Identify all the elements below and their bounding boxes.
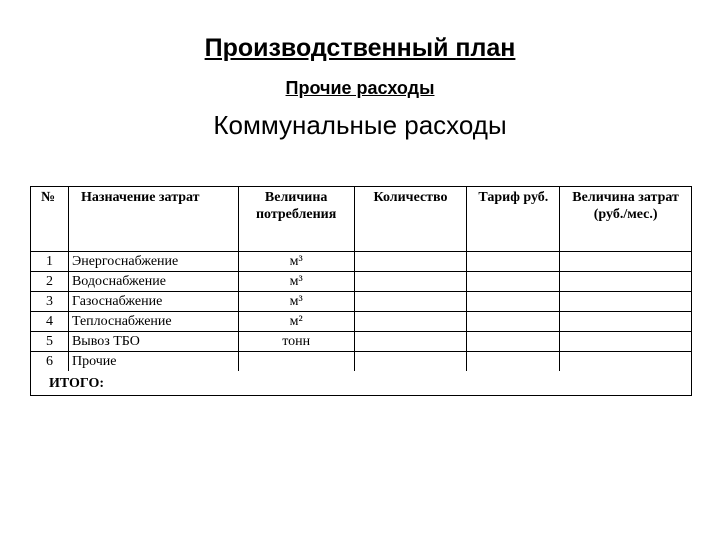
row-purpose: Теплоснабжение [68, 312, 238, 332]
row-quantity-cell [354, 292, 467, 312]
table-row [31, 332, 692, 352]
section-subtitle: Прочие расходы [285, 78, 435, 98]
row-cost-cell [560, 292, 692, 312]
row-unit: тонн [238, 332, 354, 352]
row-purpose: Энергоснабжение [68, 252, 238, 272]
row-quantity-cell [354, 312, 467, 332]
total-label: ИТОГО: [31, 371, 692, 396]
row-number: 3 [31, 292, 69, 312]
row-number: 1 [31, 252, 69, 272]
row-tariff-cell [467, 292, 560, 312]
row-number: 6 [31, 352, 69, 372]
column-header-purpose: Назначение затрат [68, 187, 238, 252]
row-quantity-cell [354, 252, 467, 272]
row-purpose: Прочие [68, 352, 238, 372]
row-quantity-cell [354, 352, 467, 372]
row-cost-cell [560, 252, 692, 272]
utility-costs-table-wrap [30, 186, 692, 394]
plan-title: Производственный план [204, 34, 516, 62]
column-header-quantity: Количество [354, 187, 467, 252]
row-cost-cell [560, 272, 692, 292]
column-header-tariff: Тариф руб. [467, 187, 560, 252]
row-unit: м² [238, 312, 354, 332]
table-row [31, 252, 692, 272]
row-purpose: Газоснабжение [68, 292, 238, 312]
total-row [31, 371, 692, 396]
column-header-consumption: Величина потребления [238, 187, 354, 252]
row-tariff-cell [467, 352, 560, 372]
row-unit [238, 352, 354, 372]
row-number: 4 [31, 312, 69, 332]
table-row [31, 352, 692, 372]
row-quantity-cell [354, 272, 467, 292]
row-purpose: Водоснабжение [68, 272, 238, 292]
row-tariff-cell [467, 252, 560, 272]
row-unit: м³ [238, 252, 354, 272]
row-tariff-cell [467, 312, 560, 332]
row-number: 2 [31, 272, 69, 292]
column-header-number: № [31, 187, 69, 252]
row-cost-cell [560, 352, 692, 372]
row-purpose: Вывоз ТБО [68, 332, 238, 352]
row-tariff-cell [467, 332, 560, 352]
row-quantity-cell [354, 332, 467, 352]
section-heading: Коммунальные расходы [213, 110, 507, 140]
table-row [31, 312, 692, 332]
row-cost-cell [560, 312, 692, 332]
row-unit: м³ [238, 272, 354, 292]
table-header-row [31, 187, 692, 252]
row-cost-cell [560, 332, 692, 352]
column-header-cost: Величина затрат (руб./мес.) [560, 187, 692, 252]
table-row [31, 272, 692, 292]
utility-costs-table [30, 186, 692, 396]
row-tariff-cell [467, 272, 560, 292]
row-number: 5 [31, 332, 69, 352]
table-row [31, 292, 692, 312]
row-unit: м³ [238, 292, 354, 312]
